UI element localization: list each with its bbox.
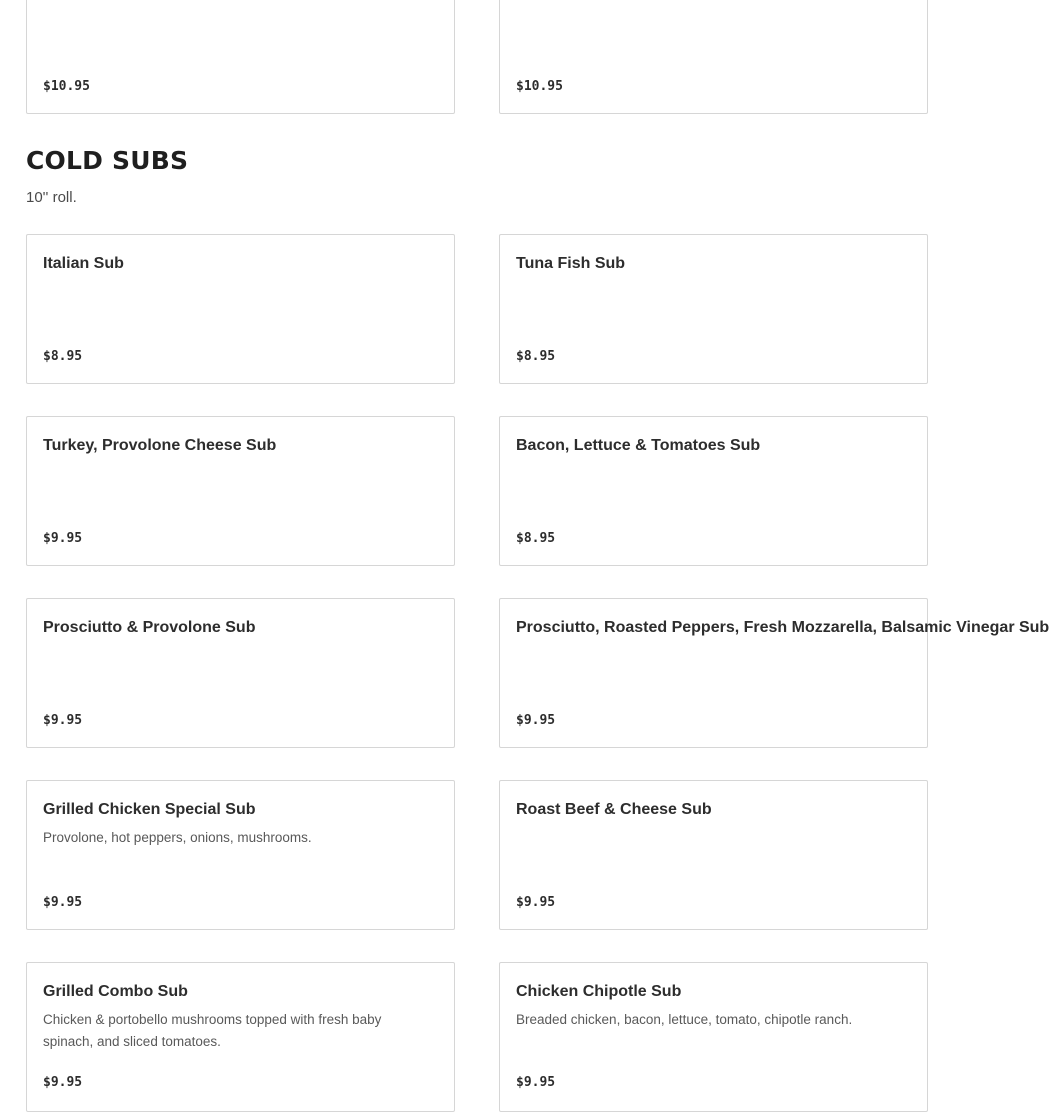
item-name: Italian Sub [43,255,124,272]
item-price: $10.95 [516,79,563,94]
menu-item-card[interactable] [499,234,928,384]
menu-item-card[interactable] [499,416,928,566]
menu-item-card[interactable] [26,962,455,1112]
item-name: Grilled Combo Sub [43,983,188,1000]
item-name: Roast Beef & Cheese Sub [516,801,712,818]
item-price: $8.95 [43,349,83,364]
item-description: Chicken & portobello mushrooms topped with fresh baby spinach, and sliced tomatoes. [43,1012,382,1049]
item-name: Tuna Fish Sub [516,255,626,272]
item-price: $9.95 [43,713,83,728]
item-price: $10.95 [43,79,90,94]
item-name: Turkey, Provolone Cheese Sub [43,437,277,454]
item-price: $9.95 [516,713,556,728]
item-name: Bacon, Lettuce & Tomatoes Sub [516,437,761,454]
menu-item-card[interactable] [499,962,928,1112]
menu-item-card[interactable] [26,598,455,748]
section-title: COLD SUBS [26,146,189,175]
menu-item-card[interactable] [26,416,455,566]
item-description: Provolone, hot peppers, onions, mushrooms. [43,830,312,845]
item-price: $9.95 [516,895,556,910]
item-name: Grilled Chicken Special Sub [43,801,256,818]
section-description: 10'' roll. [26,189,77,206]
menu-item-card[interactable] [499,0,928,114]
item-description: Breaded chicken, bacon, lettuce, tomato, chipotle ranch. [516,1012,853,1027]
item-price: $8.95 [516,531,556,546]
menu-item-card[interactable] [499,598,1049,748]
item-price: $9.95 [43,895,83,910]
menu-item-card[interactable] [26,780,455,930]
item-price: $9.95 [516,1075,556,1090]
item-name: Chicken Chipotle Sub [516,983,682,1000]
menu-item-card[interactable] [26,0,455,114]
item-price: $9.95 [43,1075,83,1090]
item-price: $8.95 [516,349,556,364]
item-name: Prosciutto & Provolone Sub [43,619,256,636]
item-name: Prosciutto, Roasted Peppers, Fresh Mozzarella, Balsamic Vinegar Sub [516,619,1049,636]
item-price: $9.95 [43,531,83,546]
menu-item-card[interactable] [26,234,455,384]
menu-item-card[interactable] [499,780,928,930]
